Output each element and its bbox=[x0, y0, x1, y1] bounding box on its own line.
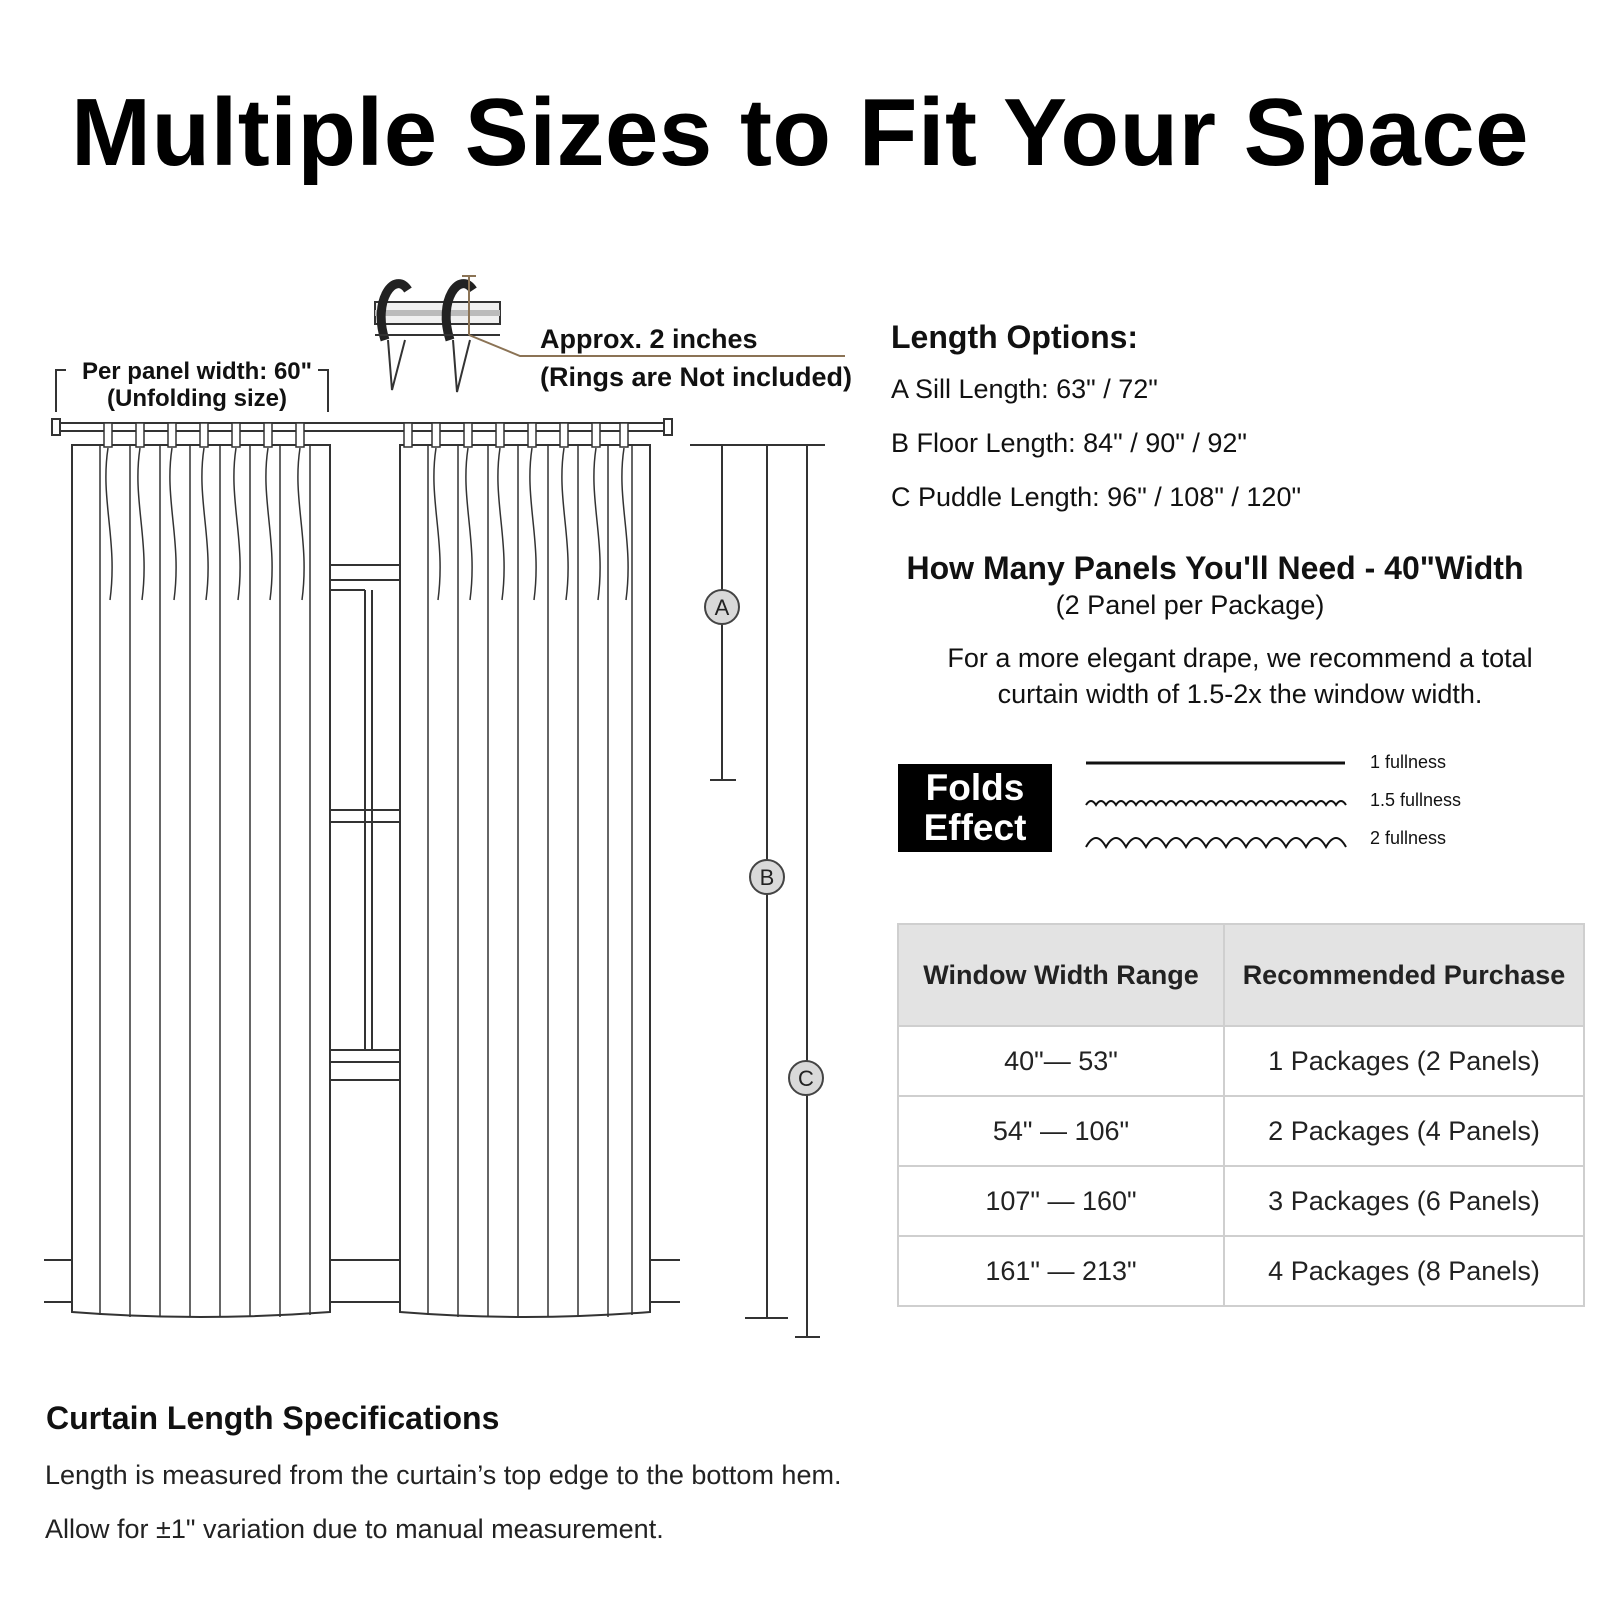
right-curtain-panel bbox=[400, 423, 650, 1317]
table-row bbox=[898, 1096, 1584, 1166]
width-range-cell: 40"— 53" bbox=[898, 1026, 1224, 1096]
panel-width-line1: Per panel width: 60" bbox=[81, 358, 313, 385]
ring-note-line1: Approx. 2 inches bbox=[540, 324, 758, 354]
spec-line-2: Allow for ±1" variation due to manual measurement. bbox=[45, 1514, 664, 1544]
ring-illustration bbox=[375, 284, 500, 392]
header-window-width: Window Width Range bbox=[898, 924, 1224, 1026]
table-header-row bbox=[898, 924, 1584, 1026]
ring-note-line2: (Rings are Not included) bbox=[540, 362, 853, 392]
width-range-cell: 107" — 160" bbox=[898, 1166, 1224, 1236]
recommendation-line2: curtain width of 1.5-2x the window width. bbox=[997, 679, 1483, 709]
ring-note bbox=[540, 320, 852, 396]
purchase-cell: 2 Packages (4 Panels) bbox=[1224, 1096, 1584, 1166]
left-curtain-panel bbox=[72, 423, 330, 1317]
marker-a-label: A bbox=[714, 595, 730, 620]
purchase-cell: 1 Packages (2 Panels) bbox=[1224, 1026, 1584, 1096]
table-row bbox=[898, 1026, 1584, 1096]
length-options-heading: Length Options: bbox=[891, 319, 1139, 355]
purchase-cell: 3 Packages (6 Panels) bbox=[1224, 1166, 1584, 1236]
width-range-cell: 54" — 106" bbox=[898, 1096, 1224, 1166]
fold-line-1-5 bbox=[1086, 801, 1346, 805]
fold-label-2: 2 fullness bbox=[1370, 828, 1447, 848]
fold-label-1-5: 1.5 fullness bbox=[1370, 790, 1462, 810]
purchase-cell: 4 Packages (8 Panels) bbox=[1224, 1236, 1584, 1306]
length-option-c: C Puddle Length: 96" / 108" / 120" bbox=[891, 482, 1302, 512]
curtain-rod bbox=[52, 419, 672, 435]
length-option-a: A Sill Length: 63" / 72" bbox=[891, 374, 1158, 404]
table-row bbox=[898, 1166, 1584, 1236]
folds-badge-line2: Effect bbox=[923, 807, 1027, 848]
panels-heading: How Many Panels You'll Need - 40"Width bbox=[906, 550, 1524, 586]
marker-c-label: C bbox=[798, 1066, 814, 1091]
recommendation-line1: For a more elegant drape, we recommend a total bbox=[947, 643, 1533, 673]
recommendation-text bbox=[890, 640, 1590, 712]
width-range-cell: 161" — 213" bbox=[898, 1236, 1224, 1306]
fold-lines bbox=[1086, 763, 1346, 847]
marker-b-label: B bbox=[759, 865, 775, 890]
specs-heading: Curtain Length Specifications bbox=[46, 1400, 500, 1436]
folds-badge-line1: Folds bbox=[925, 767, 1025, 808]
folds-effect-badge bbox=[898, 764, 1052, 852]
panels-subheading: (2 Panel per Package) bbox=[1055, 590, 1325, 620]
panel-width-line2: (Unfolding size) bbox=[107, 385, 287, 412]
header-recommended-purchase: Recommended Purchase bbox=[1224, 924, 1584, 1026]
panel-width-label bbox=[62, 358, 332, 412]
page-title: Multiple Sizes to Fit Your Space bbox=[70, 79, 1529, 186]
length-option-b: B Floor Length: 84" / 90" / 92" bbox=[891, 428, 1247, 458]
fold-line-2 bbox=[1086, 838, 1346, 847]
fold-label-1: 1 fullness bbox=[1370, 752, 1447, 772]
purchase-table bbox=[897, 923, 1585, 1307]
spec-line-1: Length is measured from the curtain’s top edge to the bottom hem. bbox=[45, 1460, 842, 1490]
table-row bbox=[898, 1236, 1584, 1306]
